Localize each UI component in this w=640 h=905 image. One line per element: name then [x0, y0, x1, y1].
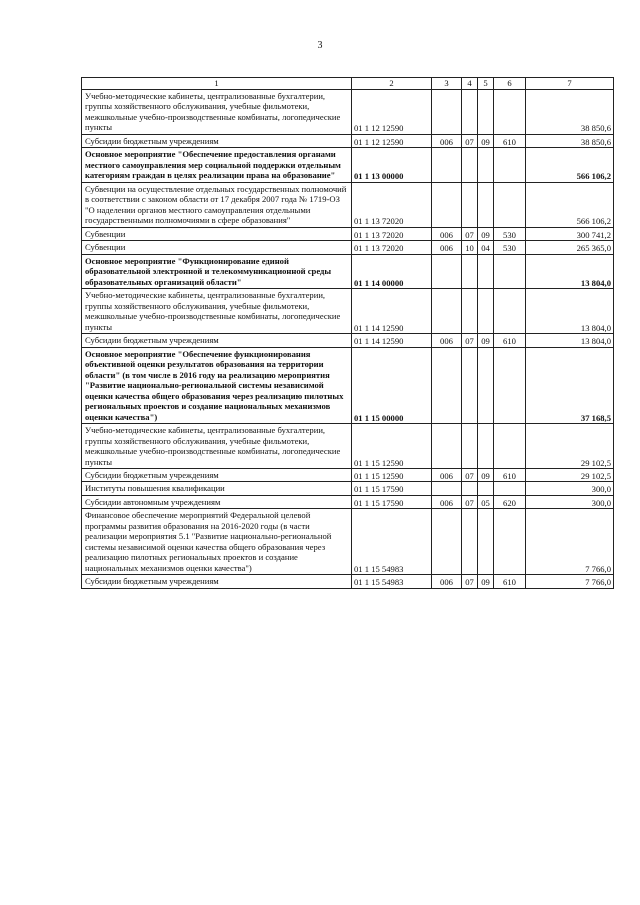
row-col6: [494, 347, 526, 423]
table-row: [82, 289, 614, 334]
row-col4: [462, 182, 478, 227]
row-code: 01 1 15 12590: [352, 424, 432, 469]
header-cell: 2: [352, 78, 432, 90]
table-row: [82, 468, 614, 481]
row-sum: 566 106,2: [526, 182, 614, 227]
row-name: Основное мероприятие "Обеспечение предоставления органами местного самоуправления мер социальной поддержки отдельным категориям граждан в целях реализации права на образование": [82, 148, 352, 182]
table-row: [82, 509, 614, 575]
row-code: 01 1 15 00000: [352, 347, 432, 423]
row-col4: 07: [462, 334, 478, 347]
table-row: [82, 134, 614, 147]
row-col6: [494, 289, 526, 334]
row-col5: 09: [478, 575, 494, 588]
row-col5: 09: [478, 468, 494, 481]
row-col6: 610: [494, 334, 526, 347]
row-name: Субвенции на осуществление отдельных государственных полномочий в соответствии с законом области от 17 декабря 2007 года № 1719-ОЗ "О наделении органов местного самоуправления отдельными государственными полномочиями в сфере образования": [82, 182, 352, 227]
header-cell: 7: [526, 78, 614, 90]
row-col5: 09: [478, 334, 494, 347]
table-row: [82, 148, 614, 182]
row-col3: [432, 148, 462, 182]
row-col4: [462, 289, 478, 334]
row-col6: [494, 482, 526, 495]
row-sum: 38 850,6: [526, 90, 614, 135]
row-col3: [432, 254, 462, 288]
header-cell: 1: [82, 78, 352, 90]
row-sum: 13 804,0: [526, 254, 614, 288]
row-col4: 07: [462, 227, 478, 240]
row-code: 01 1 14 00000: [352, 254, 432, 288]
header-cell: 3: [432, 78, 462, 90]
row-col5: [478, 424, 494, 469]
row-col4: 07: [462, 134, 478, 147]
row-col6: 610: [494, 575, 526, 588]
table-row: [82, 575, 614, 588]
row-name: Субсидии бюджетным учреждениям: [82, 575, 352, 588]
row-col5: [478, 482, 494, 495]
row-col5: 09: [478, 227, 494, 240]
row-col4: [462, 90, 478, 135]
row-name: Учебно-методические кабинеты, централизованные бухгалтерии, группы хозяйственного обслуживания, учебные фильмотеки, межшкольные учебно-производственные комбинаты, логопедические пункты: [82, 424, 352, 469]
row-col5: [478, 509, 494, 575]
table-row: [82, 182, 614, 227]
row-col5: 09: [478, 134, 494, 147]
row-code: 01 1 15 54983: [352, 509, 432, 575]
row-sum: 265 365,0: [526, 241, 614, 254]
row-col5: 04: [478, 241, 494, 254]
table-row: [82, 334, 614, 347]
row-name: Основное мероприятие "Обеспечение функционирования объективной оценки результатов образования на территории области" (в том числе в 2016 году на реализацию мероприятия "Развитие национально-региональной системы независимой оценки качества общего образования через реализацию пилотных региональных проектов и создание национальных механизмов оценки качества"): [82, 347, 352, 423]
row-col3: 006: [432, 227, 462, 240]
row-sum: 7 766,0: [526, 575, 614, 588]
row-code: 01 1 15 54983: [352, 575, 432, 588]
row-col3: 006: [432, 495, 462, 508]
row-col3: [432, 347, 462, 423]
row-col3: [432, 424, 462, 469]
row-col4: [462, 482, 478, 495]
row-code: 01 1 14 12590: [352, 334, 432, 347]
row-name: Основное мероприятие "Функционирование единой образовательной электронной и телекоммуникационной среды образовательных организаций области": [82, 254, 352, 288]
row-col4: [462, 509, 478, 575]
row-col4: 07: [462, 468, 478, 481]
table-row: [82, 241, 614, 254]
row-sum: 29 102,5: [526, 468, 614, 481]
row-code: 01 1 13 72020: [352, 241, 432, 254]
row-col6: 610: [494, 134, 526, 147]
row-col3: 006: [432, 334, 462, 347]
row-col4: 07: [462, 575, 478, 588]
row-col6: 620: [494, 495, 526, 508]
table-row: [82, 347, 614, 423]
row-code: 01 1 12 12590: [352, 134, 432, 147]
row-name: Субсидии автономным учреждениям: [82, 495, 352, 508]
row-col5: [478, 289, 494, 334]
row-code: 01 1 13 00000: [352, 148, 432, 182]
row-code: 01 1 15 17590: [352, 482, 432, 495]
row-code: 01 1 13 72020: [352, 227, 432, 240]
row-sum: 300,0: [526, 495, 614, 508]
row-col3: [432, 509, 462, 575]
row-col4: 07: [462, 495, 478, 508]
table-row: [82, 424, 614, 469]
header-cell: 4: [462, 78, 478, 90]
row-col3: [432, 482, 462, 495]
row-name: Субсидии бюджетным учреждениям: [82, 334, 352, 347]
row-col6: [494, 424, 526, 469]
page-number: 3: [317, 40, 323, 51]
row-sum: 29 102,5: [526, 424, 614, 469]
table-header-row: [82, 78, 614, 90]
row-code: 01 1 12 12590: [352, 90, 432, 135]
row-sum: 7 766,0: [526, 509, 614, 575]
row-col5: [478, 148, 494, 182]
row-col5: 05: [478, 495, 494, 508]
row-sum: 300 741,2: [526, 227, 614, 240]
row-name: Субсидии бюджетным учреждениям: [82, 468, 352, 481]
row-name: Субсидии бюджетным учреждениям: [82, 134, 352, 147]
row-col4: [462, 424, 478, 469]
row-col3: [432, 289, 462, 334]
row-col6: 530: [494, 241, 526, 254]
row-name: Субвенции: [82, 227, 352, 240]
row-col3: 006: [432, 468, 462, 481]
row-col6: [494, 90, 526, 135]
row-name: Учебно-методические кабинеты, централизованные бухгалтерии, группы хозяйственного обслуживания, учебные фильмотеки, межшкольные учебно-производственные комбинаты, логопедические пункты: [82, 289, 352, 334]
row-col5: [478, 182, 494, 227]
row-sum: 13 804,0: [526, 289, 614, 334]
row-code: 01 1 15 12590: [352, 468, 432, 481]
header-cell: 5: [478, 78, 494, 90]
row-col6: 610: [494, 468, 526, 481]
row-sum: 37 168,5: [526, 347, 614, 423]
row-code: 01 1 13 72020: [352, 182, 432, 227]
row-col6: [494, 254, 526, 288]
row-col6: [494, 148, 526, 182]
row-col3: 006: [432, 241, 462, 254]
row-col4: 10: [462, 241, 478, 254]
budget-table: [81, 77, 614, 589]
row-code: 01 1 15 17590: [352, 495, 432, 508]
row-sum: 38 850,6: [526, 134, 614, 147]
row-col3: [432, 90, 462, 135]
row-name: Институты повышения квалификации: [82, 482, 352, 495]
row-col6: [494, 509, 526, 575]
row-name: Финансовое обеспечение мероприятий Федеральной целевой программы развития образования на 2016-2020 годы (в части реализации мероприятия 5.1 "Развитие национально-региональной системы независимой оценки качества общего образования через реализацию пилотных региональных проектов и создание национальных механизмов оценки качества"): [82, 509, 352, 575]
row-col3: 006: [432, 134, 462, 147]
row-col3: [432, 182, 462, 227]
row-col5: [478, 347, 494, 423]
row-col4: [462, 148, 478, 182]
row-col4: [462, 347, 478, 423]
row-sum: 300,0: [526, 482, 614, 495]
table-row: [82, 90, 614, 135]
row-col5: [478, 90, 494, 135]
row-col5: [478, 254, 494, 288]
table-row: [82, 254, 614, 288]
row-name: Учебно-методические кабинеты, централизованные бухгалтерии, группы хозяйственного обслуживания, учебные фильмотеки, межшкольные учебно-производственные комбинаты, логопедические пункты: [82, 90, 352, 135]
row-code: 01 1 14 12590: [352, 289, 432, 334]
row-col3: 006: [432, 575, 462, 588]
row-col6: 530: [494, 227, 526, 240]
row-col4: [462, 254, 478, 288]
table-row: [82, 482, 614, 495]
table-row: [82, 495, 614, 508]
row-sum: 566 106,2: [526, 148, 614, 182]
row-name: Субвенции: [82, 241, 352, 254]
header-cell: 6: [494, 78, 526, 90]
table-row: [82, 227, 614, 240]
row-col6: [494, 182, 526, 227]
row-sum: 13 804,0: [526, 334, 614, 347]
